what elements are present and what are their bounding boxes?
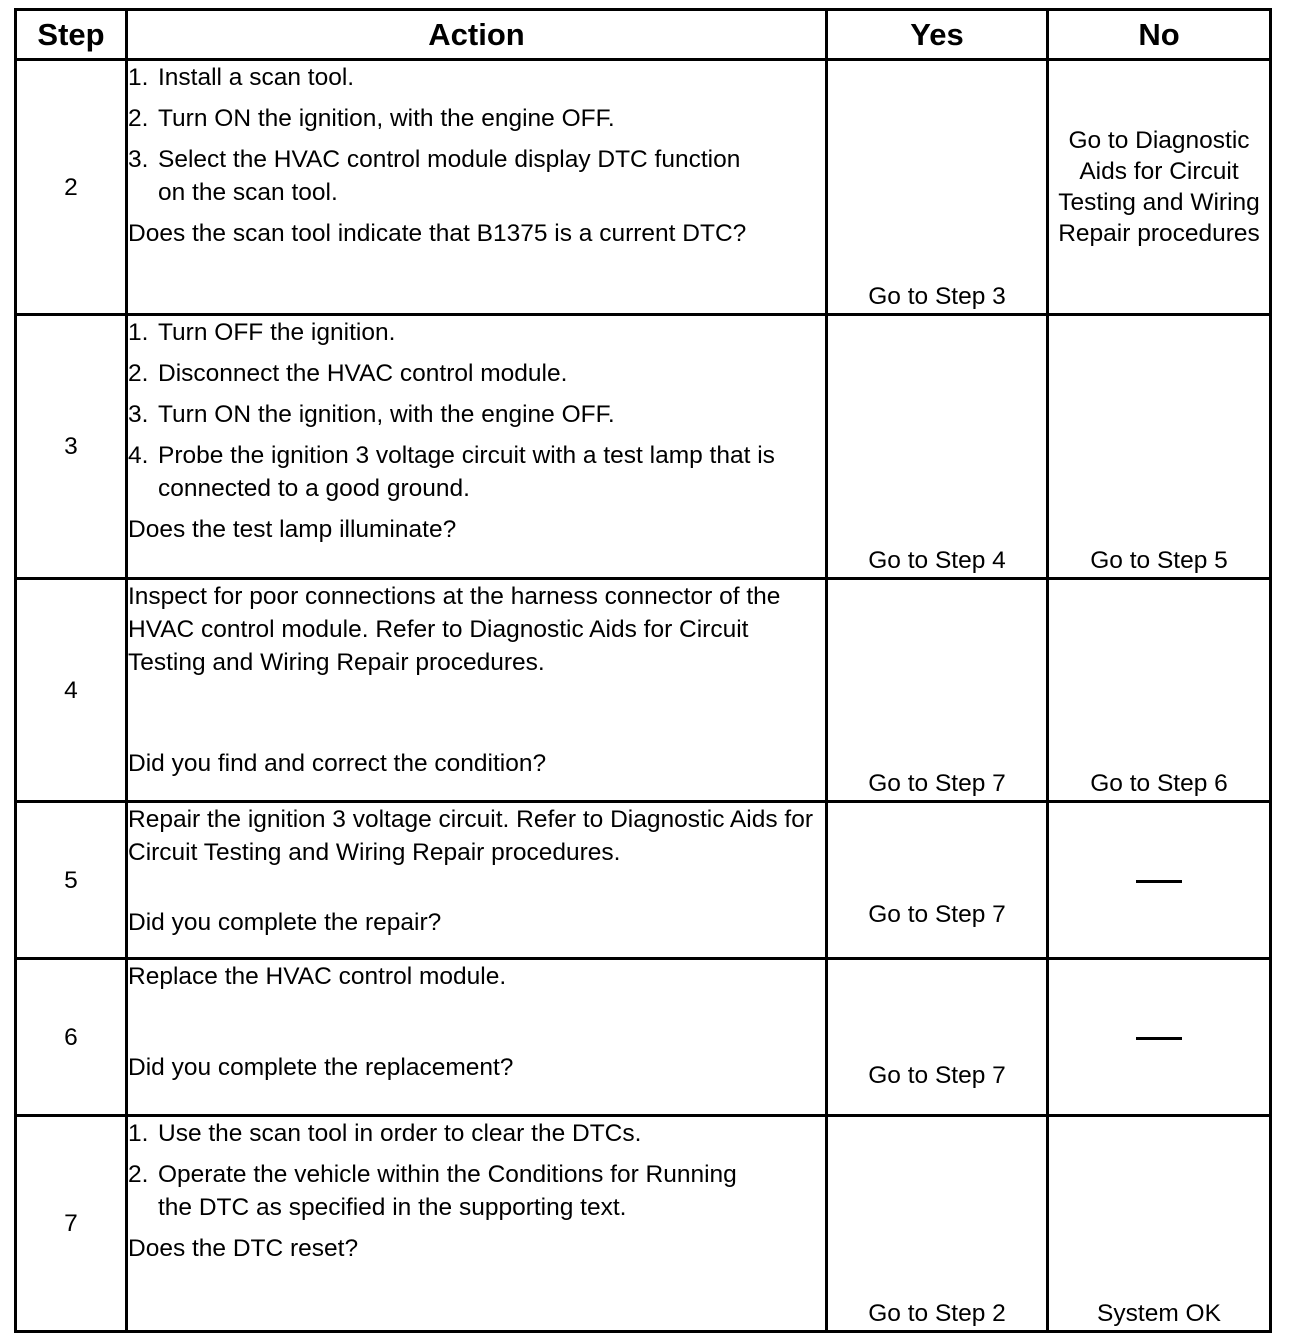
action-paragraph: Inspect for poor connections at the harness connector of the HVAC control module. Refer to Diagnostic Aids for Circuit Testing and Wiring Repair procedures. xyxy=(128,583,781,676)
step-number: 5 xyxy=(16,802,127,959)
step-number: 4 xyxy=(16,579,127,802)
item-number: 2. xyxy=(128,1161,149,1188)
no-cell: Go to Step 6 xyxy=(1048,579,1271,802)
header-action: Action xyxy=(127,10,827,60)
item-text: Turn OFF the ignition. xyxy=(158,319,396,346)
no-cell xyxy=(1048,959,1271,1116)
action-cell xyxy=(127,579,827,802)
table-row xyxy=(16,315,1271,579)
no-cell: System OK xyxy=(1048,1116,1271,1332)
item-text: Use the scan tool in order to clear the DTCs. xyxy=(158,1120,642,1147)
item-number: 1. xyxy=(128,319,149,346)
no-cell xyxy=(1048,60,1271,315)
item-text: Install a scan tool. xyxy=(158,64,355,91)
action-item xyxy=(128,316,825,349)
item-text: Select the HVAC control module display DTC function on the scan tool. xyxy=(158,146,741,206)
dash-mark xyxy=(1136,1037,1182,1040)
action-question: Does the test lamp illuminate? xyxy=(128,516,457,543)
header-yes: Yes xyxy=(827,10,1048,60)
action-cell-inner xyxy=(128,960,825,1084)
action-item xyxy=(128,398,825,431)
yes-cell: Go to Step 2 xyxy=(827,1116,1048,1332)
item-number: 3. xyxy=(128,146,149,173)
yes-cell: Go to Step 7 xyxy=(827,959,1048,1116)
action-item xyxy=(128,439,825,505)
action-question: Did you find and correct the condition? xyxy=(128,750,547,777)
item-number: 4. xyxy=(128,442,149,469)
action-item xyxy=(128,102,825,135)
header-row xyxy=(16,10,1271,60)
action-item xyxy=(128,357,825,390)
step-number: 7 xyxy=(16,1116,127,1332)
header-step: Step xyxy=(16,10,127,60)
item-number: 2. xyxy=(128,360,149,387)
item-text: Turn ON the ignition, with the engine OFF. xyxy=(158,105,615,132)
table-row xyxy=(16,802,1271,959)
step-number: 3 xyxy=(16,315,127,579)
action-item xyxy=(128,1117,825,1150)
item-number: 1. xyxy=(128,1120,149,1147)
step-number: 2 xyxy=(16,60,127,315)
action-paragraph: Repair the ignition 3 voltage circuit. Refer to Diagnostic Aids for Circuit Testing and Wiring Repair procedures. xyxy=(128,806,813,866)
action-cell-inner xyxy=(128,580,825,780)
yes-cell: Go to Step 7 xyxy=(827,579,1048,802)
yes-cell: Go to Step 4 xyxy=(827,315,1048,579)
item-text: Turn ON the ignition, with the engine OFF. xyxy=(158,401,615,428)
item-number: 1. xyxy=(128,64,149,91)
header-no: No xyxy=(1048,10,1271,60)
action-cell xyxy=(127,802,827,959)
action-item xyxy=(128,61,825,94)
table-row xyxy=(16,959,1271,1116)
action-item xyxy=(128,143,825,209)
table-row xyxy=(16,1116,1271,1332)
action-cell xyxy=(127,959,827,1116)
item-number: 3. xyxy=(128,401,149,428)
yes-cell: Go to Step 7 xyxy=(827,802,1048,959)
action-cell-inner xyxy=(128,803,825,939)
action-question: Did you complete the repair? xyxy=(128,909,442,936)
no-cell-text: Go to Diagnostic Aids for Circuit Testing and Wiring Repair procedures xyxy=(1058,127,1260,247)
action-question: Does the DTC reset? xyxy=(128,1235,359,1262)
item-text: Probe the ignition 3 voltage circuit with a test lamp that is connected to a good ground. xyxy=(158,442,775,502)
action-cell xyxy=(127,1116,827,1332)
action-question: Does the scan tool indicate that B1375 is a current DTC? xyxy=(128,220,747,247)
item-text: Disconnect the HVAC control module. xyxy=(158,360,568,387)
step-number: 6 xyxy=(16,959,127,1116)
table-row xyxy=(16,60,1271,315)
item-text: Operate the vehicle within the Conditions for Running the DTC as specified in the supporting text. xyxy=(158,1161,737,1221)
action-cell xyxy=(127,60,827,315)
action-item xyxy=(128,1158,825,1224)
dash-mark xyxy=(1136,880,1182,883)
action-paragraph: Replace the HVAC control module. xyxy=(128,963,507,990)
no-cell xyxy=(1048,802,1271,959)
table-row xyxy=(16,579,1271,802)
yes-cell: Go to Step 3 xyxy=(827,60,1048,315)
action-cell xyxy=(127,315,827,579)
action-question: Did you complete the replacement? xyxy=(128,1054,514,1081)
diagnostic-table xyxy=(14,8,1272,1333)
item-number: 2. xyxy=(128,105,149,132)
no-cell: Go to Step 5 xyxy=(1048,315,1271,579)
